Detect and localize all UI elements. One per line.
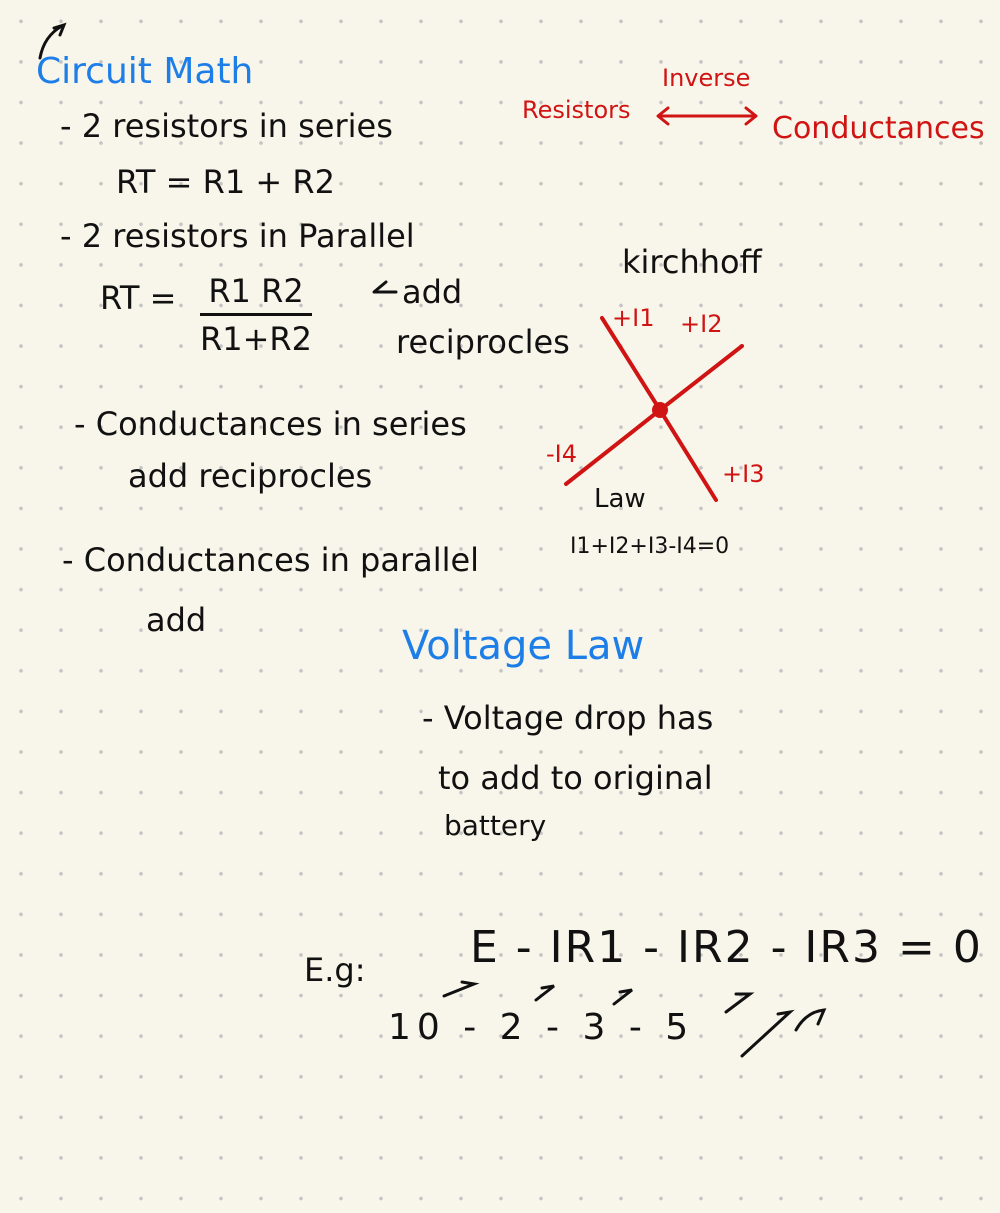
- voltage-law-line2: to add to original: [438, 759, 713, 797]
- kirchhoff-law-label: Law: [594, 484, 646, 514]
- conductance-parallel-line2: add: [146, 601, 207, 639]
- example-arrow-3-icon: [614, 990, 632, 1004]
- kirchhoff-label-i4: -I4: [546, 440, 578, 468]
- example-arrow-2-icon: [536, 986, 554, 1000]
- parallel-note-reciprocles: reciprocles: [396, 323, 570, 361]
- example-arrow-5-icon: [742, 1012, 790, 1056]
- title-arrowhead-icon: [54, 25, 64, 35]
- kirchhoff-equation: I1+I2+I3-I4=0: [570, 534, 730, 559]
- inverse-double-arrow-icon: [658, 108, 756, 124]
- conductance-parallel-line1: - Conductances in parallel: [62, 541, 480, 579]
- parallel-formula-lhs: RT =: [100, 279, 177, 317]
- parallel-fraction: [200, 274, 312, 357]
- kirchhoff-wire-2: [566, 346, 742, 484]
- voltage-law-line3: battery: [444, 809, 547, 842]
- resistors-label: Resistors: [522, 96, 631, 124]
- example-arrow-6-icon: [796, 1010, 824, 1030]
- kirchhoff-label-i2: +I2: [680, 310, 723, 338]
- conductance-series-line1: - Conductances in series: [74, 405, 467, 443]
- parallel-note-add: add: [402, 273, 463, 311]
- series-heading: - 2 resistors in series: [60, 107, 393, 145]
- inverse-label: Inverse: [662, 64, 751, 92]
- voltage-law-line1: - Voltage drop has: [422, 699, 714, 737]
- example-prefix: E.g:: [304, 951, 366, 989]
- parallel-numerator: R1 R2: [200, 274, 312, 316]
- add-arrow-icon: [374, 282, 396, 292]
- parallel-denominator: R1+R2: [200, 320, 312, 359]
- series-formula: RT = R1 + R2: [116, 163, 335, 201]
- page-title: Circuit Math: [36, 51, 254, 92]
- kirchhoff-label-i3: +I3: [722, 460, 765, 488]
- kirchhoff-node-icon: [652, 402, 668, 418]
- example-equation: E - IR1 - IR2 - IR3 = 0: [470, 922, 983, 973]
- example-arrow-4-icon: [726, 994, 750, 1012]
- kirchhoff-wire-1: [602, 318, 716, 500]
- kirchhoff-title: kirchhoff: [622, 243, 762, 281]
- conductances-label: Conductances: [772, 111, 985, 146]
- parallel-heading: - 2 resistors in Parallel: [60, 217, 415, 255]
- voltage-law-title: Voltage Law: [402, 623, 645, 669]
- conductance-series-line2: add reciprocles: [128, 457, 373, 495]
- example-values: 10 - 2 - 3 - 5: [388, 1007, 695, 1048]
- example-arrow-1-icon: [444, 982, 474, 996]
- kirchhoff-label-i1: +I1: [612, 304, 655, 332]
